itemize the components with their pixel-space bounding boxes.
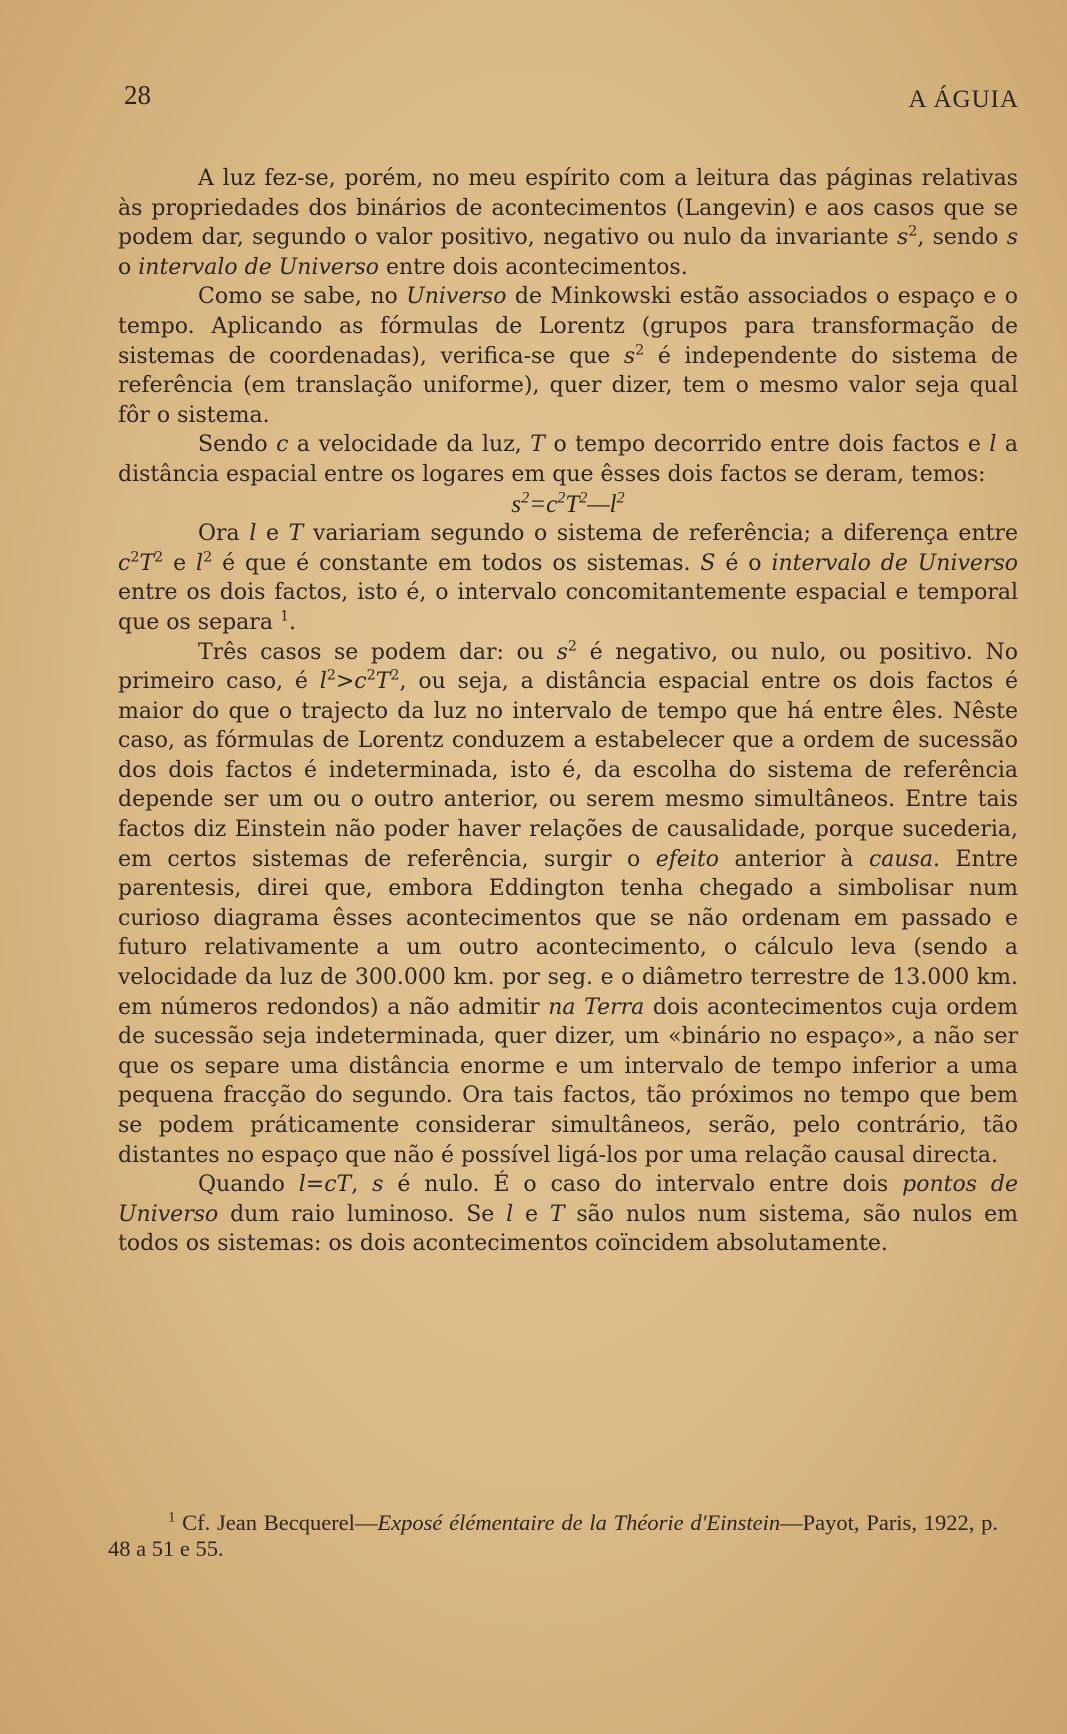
superscript: 2 [130, 549, 140, 566]
text-run: Três casos se podem dar: ou [198, 639, 557, 665]
italic-text: s [623, 343, 636, 369]
text-run: e [163, 550, 197, 576]
text-run: Sendo [198, 432, 277, 458]
text-run: —Payot, Paris, 1922, p. 48 a 51 e 55. [108, 1510, 998, 1561]
text-run: A luz fez-se, porém, no meu espírito com a leitura das páginas relativas às propriedades dos binários de acontecimentos (Langevin) e aos casos que se podem dar, segundo o valor positivo, negativo ou nulo da invariante [118, 166, 1018, 251]
text-run: . [289, 609, 297, 635]
italic-text: c [546, 490, 558, 518]
italic-text: s [896, 225, 909, 251]
text-run: — [587, 490, 610, 518]
paragraph-4 [118, 519, 1018, 637]
text-run: > [335, 669, 355, 695]
superscript: 2 [154, 549, 164, 566]
italic-text: T [565, 490, 580, 518]
italic-text: T [530, 432, 545, 458]
italic-text: Exposé élémentaire de la Théorie d'Einstein [377, 1510, 781, 1535]
italic-text: l [319, 669, 327, 695]
paragraph-5 [118, 638, 1018, 1171]
italic-text: causa [868, 846, 933, 872]
superscript: 2 [567, 638, 577, 655]
italic-text: Universo [406, 284, 507, 310]
superscript: 2 [635, 342, 645, 359]
text-run: , sendo [917, 225, 1007, 251]
superscript: 2 [616, 488, 625, 507]
italic-text: intervalo de Universo [138, 254, 379, 280]
text-run: Como se sabe, no [198, 284, 407, 310]
italic-text: s [1006, 225, 1018, 251]
superscript: 1 [279, 608, 290, 625]
italic-text: T [139, 550, 155, 576]
text-run: o [118, 254, 139, 280]
text-run: é independente do sistema de referência (em translação uniforme), quer dizer, tem o mesmo valor seja qual fôr o sistema. [118, 343, 1018, 428]
equation [118, 490, 1018, 520]
italic-text: l [249, 521, 257, 547]
italic-text: l [989, 432, 997, 458]
superscript: 2 [203, 549, 213, 566]
superscript: 2 [326, 667, 336, 684]
running-title: A ÁGUIA [908, 86, 1019, 113]
page-number: 28 [124, 80, 151, 110]
text-run: é nulo. É o caso do intervalo entre dois [383, 1172, 903, 1198]
text-run: de Minkowski estão associados o espaço e o tempo. Aplicando as fórmulas de Lorentz (grupos para transformação de sistemas de coordenadas), verifica-se que [118, 284, 1018, 369]
italic-text: T [549, 1201, 565, 1227]
footnote [108, 1510, 998, 1562]
italic-text: s [511, 490, 522, 518]
superscript: 2 [908, 223, 918, 240]
text-run: a velocidade da luz, [288, 432, 531, 458]
italic-text: c [118, 550, 131, 576]
text-run: Quando [198, 1172, 299, 1198]
superscript: 1 [168, 1509, 176, 1526]
paragraph-6 [118, 1170, 1018, 1259]
italic-text: c [276, 432, 289, 458]
italic-text: T [288, 521, 304, 547]
text-run: é o [715, 550, 772, 576]
superscript: 2 [521, 488, 530, 507]
body-text [118, 164, 1018, 1259]
italic-text: s [372, 1172, 384, 1198]
paragraph-3 [118, 430, 1018, 489]
italic-text: intervalo de Universo [771, 550, 1018, 576]
text-run: é que é constante em todos os sistemas. [212, 550, 701, 576]
text-run: entre dois acontecimentos. [379, 254, 688, 280]
italic-text: T [375, 669, 391, 695]
italic-text: S [700, 550, 716, 576]
text-run: = [529, 490, 547, 518]
superscript: 2 [579, 488, 588, 507]
italic-text: pontos de Universo [118, 1172, 1019, 1227]
text-run: , [351, 1172, 373, 1198]
footnote-text [108, 1510, 998, 1562]
italic-text: l [506, 1201, 514, 1227]
text-run: e [513, 1201, 550, 1227]
text-run: dois acontecimentos cuja ordem de sucessão seja indeterminada, quer dizer, um «binário no espaço», a não ser que os separe uma distância enorme e um intervalo de tempo inferior a uma pequena fracção do segundo. Ora tais factos, tão próximos no tempo que bem se podem práticamente considerar simultâneos, serão, pelo contrário, tão distantes no espaço que não é possível ligá-los por uma relação causal directa. [118, 994, 1019, 1168]
text-run: são nulos num sistema, são nulos em todos os sistemas: os dois acontecimentos coïncidem absolutamente. [118, 1201, 1018, 1257]
italic-text: na Terra [548, 994, 645, 1020]
text-run: Cf. Jean Becquerel— [175, 1510, 378, 1535]
text-run: dum raio luminoso. Se [218, 1201, 507, 1227]
italic-text: l [196, 550, 204, 576]
text-run: anterior à [719, 846, 869, 872]
superscript: 2 [390, 667, 400, 684]
italic-text: s [556, 639, 568, 665]
italic-text: c [354, 669, 367, 695]
italic-text: l=cT [298, 1172, 352, 1198]
text-run: e [256, 521, 289, 547]
text-run: a distância espacial entre os logares em que êsses dois factos se deram, temos: [118, 432, 1018, 487]
text-run: . Entre parentesis, direi que, embora Eddington tenha chegado a simbolisar num curioso diagrama êsses acontecimentos que se não ordenam em passado e futuro relativamente a um outro acontecimento, o cálculo leva (sendo a velocidade da luz de 300.000 km. por seg. e o diâmetro terrestre de 13.000 km. em números redondos) a não admitir [118, 846, 1019, 1020]
text-run: , ou seja, a distância espacial entre os dois factos é maior do que o trajecto da luz no intervalo de tempo que há entre êles. Nêste caso, as fórmulas de Lorentz conduzem a estabelecer que a ordem de sucessão dos dois factos é indeterminada, isto é, da escolha do sistema de referência depende ser um ou o outro anterior, ou serem mesmo simultâneos. Entre tais factos diz Einstein não poder haver relações de causalidade, porque sucederia, em certos sistemas de referência, surgir o [118, 669, 1019, 872]
paragraph-2 [118, 282, 1018, 430]
italic-text: l [609, 490, 617, 518]
text-run: é negativo, ou nulo, ou positivo. No primeiro caso, é [118, 639, 1018, 695]
superscript: 2 [366, 667, 376, 684]
text-run: Ora [198, 521, 250, 547]
superscript: 2 [557, 488, 566, 507]
text-run: o tempo decorrido entre dois factos e [544, 432, 990, 458]
text-run: variariam segundo o sistema de referência; a diferença entre [303, 521, 1018, 547]
italic-text: efeito [655, 846, 720, 872]
paragraph-1 [118, 164, 1018, 282]
text-run: entre os dois factos, isto é, o intervalo concomitantemente espacial e temporal que os separa [118, 580, 1018, 635]
